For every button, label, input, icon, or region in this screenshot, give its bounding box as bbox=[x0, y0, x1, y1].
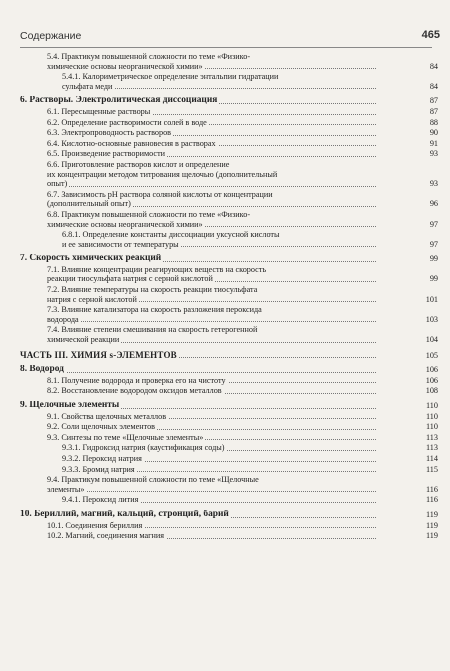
toc-entry-text: и ее зависимости от температуры bbox=[62, 239, 179, 249]
toc-page-number: 113 bbox=[426, 443, 438, 453]
toc-entry bbox=[0, 465, 450, 475]
toc-entry-text: 7. Скорость химических реакций bbox=[20, 254, 162, 264]
dot-leader bbox=[20, 372, 376, 373]
header-title: Содержание bbox=[20, 30, 82, 42]
toc-entry bbox=[0, 128, 450, 138]
toc-entry-text: 6.8. Практикум повышенной сложности по теме «Физико- bbox=[47, 209, 251, 219]
toc-entry-text: водорода bbox=[47, 314, 79, 324]
table-of-contents bbox=[0, 52, 450, 541]
toc-page-number: 106 bbox=[425, 365, 438, 375]
toc-entry-text: 9.3.2. Пероксид натрия bbox=[62, 453, 142, 463]
toc-entry bbox=[0, 401, 450, 411]
toc-entry bbox=[0, 454, 450, 464]
toc-page-number: 88 bbox=[429, 117, 438, 127]
toc-entry-text: натрия с серной кислотой bbox=[47, 294, 137, 304]
toc-entry-text: 9.3. Синтезы по теме «Щелочные элементы» bbox=[47, 432, 204, 442]
toc-page-number: 84 bbox=[429, 81, 438, 91]
toc-entry-text: 6. Растворы. Электролитическая диссоциация bbox=[20, 96, 218, 106]
toc-entry bbox=[0, 285, 450, 304]
toc-page-number: 110 bbox=[426, 401, 438, 410]
toc-entry-text: 8.1. Получение водорода и проверка его на чистоту bbox=[47, 375, 226, 385]
toc-page-number: 119 bbox=[426, 520, 438, 530]
toc-entry bbox=[0, 325, 450, 344]
toc-entry-text: 6.3. Электропроводность растворов bbox=[47, 128, 172, 138]
toc-entry-text: сульфата меди bbox=[62, 81, 113, 91]
toc-entry bbox=[0, 96, 450, 106]
toc-entry bbox=[0, 351, 450, 361]
toc-entry bbox=[0, 107, 450, 117]
toc-entry bbox=[0, 433, 450, 443]
toc-entry-text: 6.8.1. Определение константы диссоциации уксусной кислоты bbox=[62, 230, 280, 240]
dot-leader bbox=[47, 186, 376, 187]
toc-page-number: 105 bbox=[425, 350, 438, 360]
toc-entry bbox=[0, 305, 450, 324]
toc-entry-text: химические основы неорганической химии» bbox=[47, 219, 203, 229]
toc-entry-text: 6.2. Определение растворимости солей в воде bbox=[47, 117, 207, 127]
toc-entry-text: химические основы неорганической химии» bbox=[47, 61, 203, 71]
toc-entry bbox=[0, 160, 450, 189]
toc-entry bbox=[0, 510, 450, 520]
toc-entry bbox=[0, 443, 450, 453]
toc-entry bbox=[0, 531, 450, 541]
toc-entry bbox=[0, 190, 450, 209]
toc-page-number: 87 bbox=[429, 106, 438, 116]
toc-entry bbox=[0, 376, 450, 386]
toc-page-number: 113 bbox=[426, 432, 438, 442]
toc-entry-text: 7.4. Влияние степени смешивания на скорость гетерогенной bbox=[47, 325, 258, 335]
toc-entry bbox=[0, 365, 450, 375]
toc-entry bbox=[0, 386, 450, 396]
toc-entry-text: 9.4. Практикум повышенной сложности по теме «Щелочные bbox=[47, 475, 259, 485]
toc-entry-text: 9.3.1. Гидроксид натрия (каустификация соды) bbox=[62, 443, 225, 453]
toc-page-number: 106 bbox=[425, 375, 438, 385]
dot-leader bbox=[47, 321, 376, 322]
toc-entry-text: 7.1. Влияние концентрации реагирующих веществ на скорость bbox=[47, 264, 267, 274]
toc-entry-text: 6.4. Кислотно-основные равновесия в растворах bbox=[47, 138, 216, 148]
toc-page-number: 110 bbox=[426, 422, 438, 432]
toc-entry-text: 10. Бериллий, магний, кальций, стронций, барий bbox=[20, 509, 229, 519]
toc-entry-text: (дополнительный опыт) bbox=[47, 199, 131, 209]
toc-entry-text: 6.6. Приготовление растворов кислот и определение bbox=[47, 159, 230, 169]
toc-entry-text: 9.3.3. Бромид натрия bbox=[62, 464, 135, 474]
toc-page-number: 91 bbox=[429, 138, 438, 148]
toc-entry-text: 9.4.1. Пероксид лития bbox=[62, 495, 139, 505]
toc-page-number: 99 bbox=[429, 274, 438, 284]
toc-entry-text: 6.7. Зависимость pH раствора соляной кислоты от концентрации bbox=[47, 189, 273, 199]
toc-entry-text: 5.4.1. Калориметрическое определение энтальпии гидратации bbox=[62, 72, 279, 82]
toc-entry bbox=[0, 475, 450, 494]
toc-entry-text: реакции тиосульфата натрия с серной кислотой bbox=[47, 274, 213, 284]
toc-page-number: 97 bbox=[429, 219, 438, 229]
toc-entry bbox=[0, 210, 450, 229]
toc-page-number: 97 bbox=[429, 239, 438, 249]
toc-entry-text: 9.1. Свойства щелочных металлов bbox=[47, 411, 167, 421]
toc-entry-text: 7.3. Влияние катализатора на скорость разложения пероксида bbox=[47, 305, 262, 315]
toc-page-number: 119 bbox=[426, 509, 438, 519]
header-rule bbox=[20, 47, 432, 48]
toc-page-number: 116 bbox=[426, 484, 438, 494]
toc-entry bbox=[0, 521, 450, 531]
toc-entry bbox=[0, 254, 450, 264]
toc-entry-text: 6.5. Произведение растворимости bbox=[47, 149, 166, 159]
toc-page-number: 93 bbox=[429, 149, 438, 159]
page-header bbox=[20, 30, 440, 46]
toc-entry bbox=[0, 230, 450, 249]
toc-entry-text: элементы» bbox=[47, 484, 85, 494]
toc-entry bbox=[0, 149, 450, 159]
toc-page-number: 108 bbox=[425, 386, 438, 396]
toc-page-number: 84 bbox=[429, 61, 438, 71]
dot-leader bbox=[47, 491, 376, 492]
header-page-number: 465 bbox=[421, 29, 440, 41]
toc-entry bbox=[0, 52, 450, 71]
toc-page-number: 103 bbox=[425, 314, 438, 324]
toc-entry-text: 8.2. Восстановление водородом оксидов металлов bbox=[47, 386, 222, 396]
toc-entry-text: 9.2. Соли щелочных элементов bbox=[47, 422, 156, 432]
toc-page-number: 101 bbox=[425, 294, 438, 304]
toc-page-number: 116 bbox=[426, 495, 438, 505]
toc-entry bbox=[0, 139, 450, 149]
toc-entry bbox=[0, 422, 450, 432]
toc-entry-text: 6.1. Пересыщенные растворы bbox=[47, 106, 151, 116]
toc-page-number: 114 bbox=[426, 453, 438, 463]
toc-entry bbox=[0, 72, 450, 91]
toc-entry bbox=[0, 265, 450, 284]
toc-entry bbox=[0, 495, 450, 505]
toc-entry-text: 8. Водород bbox=[20, 365, 64, 375]
toc-entry-text: 10.2. Магний, соединения магния bbox=[47, 531, 165, 541]
toc-page-number: 110 bbox=[426, 411, 438, 421]
toc-entry-text: 5.4. Практикум повышенной сложности по теме «Физико- bbox=[47, 52, 251, 61]
toc-page-number: 119 bbox=[426, 531, 438, 541]
toc-page-number: 96 bbox=[429, 199, 438, 209]
toc-entry-text: 7.2. Влияние температуры на скорость реакции тиосульфата bbox=[47, 285, 258, 295]
toc-entry-text: 10.1. Соединения бериллия bbox=[47, 520, 143, 530]
toc-page-number: 115 bbox=[426, 464, 438, 474]
toc-entry-text: 9. Щелочные элементы bbox=[20, 401, 120, 410]
toc-entry-text: ЧАСТЬ III. ХИМИЯ s-ЭЛЕМЕНТОВ bbox=[20, 350, 177, 360]
toc-page-number: 104 bbox=[425, 335, 438, 345]
toc-entry-text: химической реакции bbox=[47, 335, 120, 345]
toc-entry-text: опыт) bbox=[47, 179, 68, 189]
toc-entry-text: их концентрации методом титрования щелочью (дополнительный bbox=[47, 169, 278, 179]
toc-page-number: 93 bbox=[429, 179, 438, 189]
toc-page-number: 90 bbox=[429, 128, 438, 138]
toc-entry bbox=[0, 118, 450, 128]
toc-entry bbox=[0, 412, 450, 422]
toc-page-number: 87 bbox=[429, 96, 438, 106]
toc-page-number: 99 bbox=[429, 254, 438, 264]
